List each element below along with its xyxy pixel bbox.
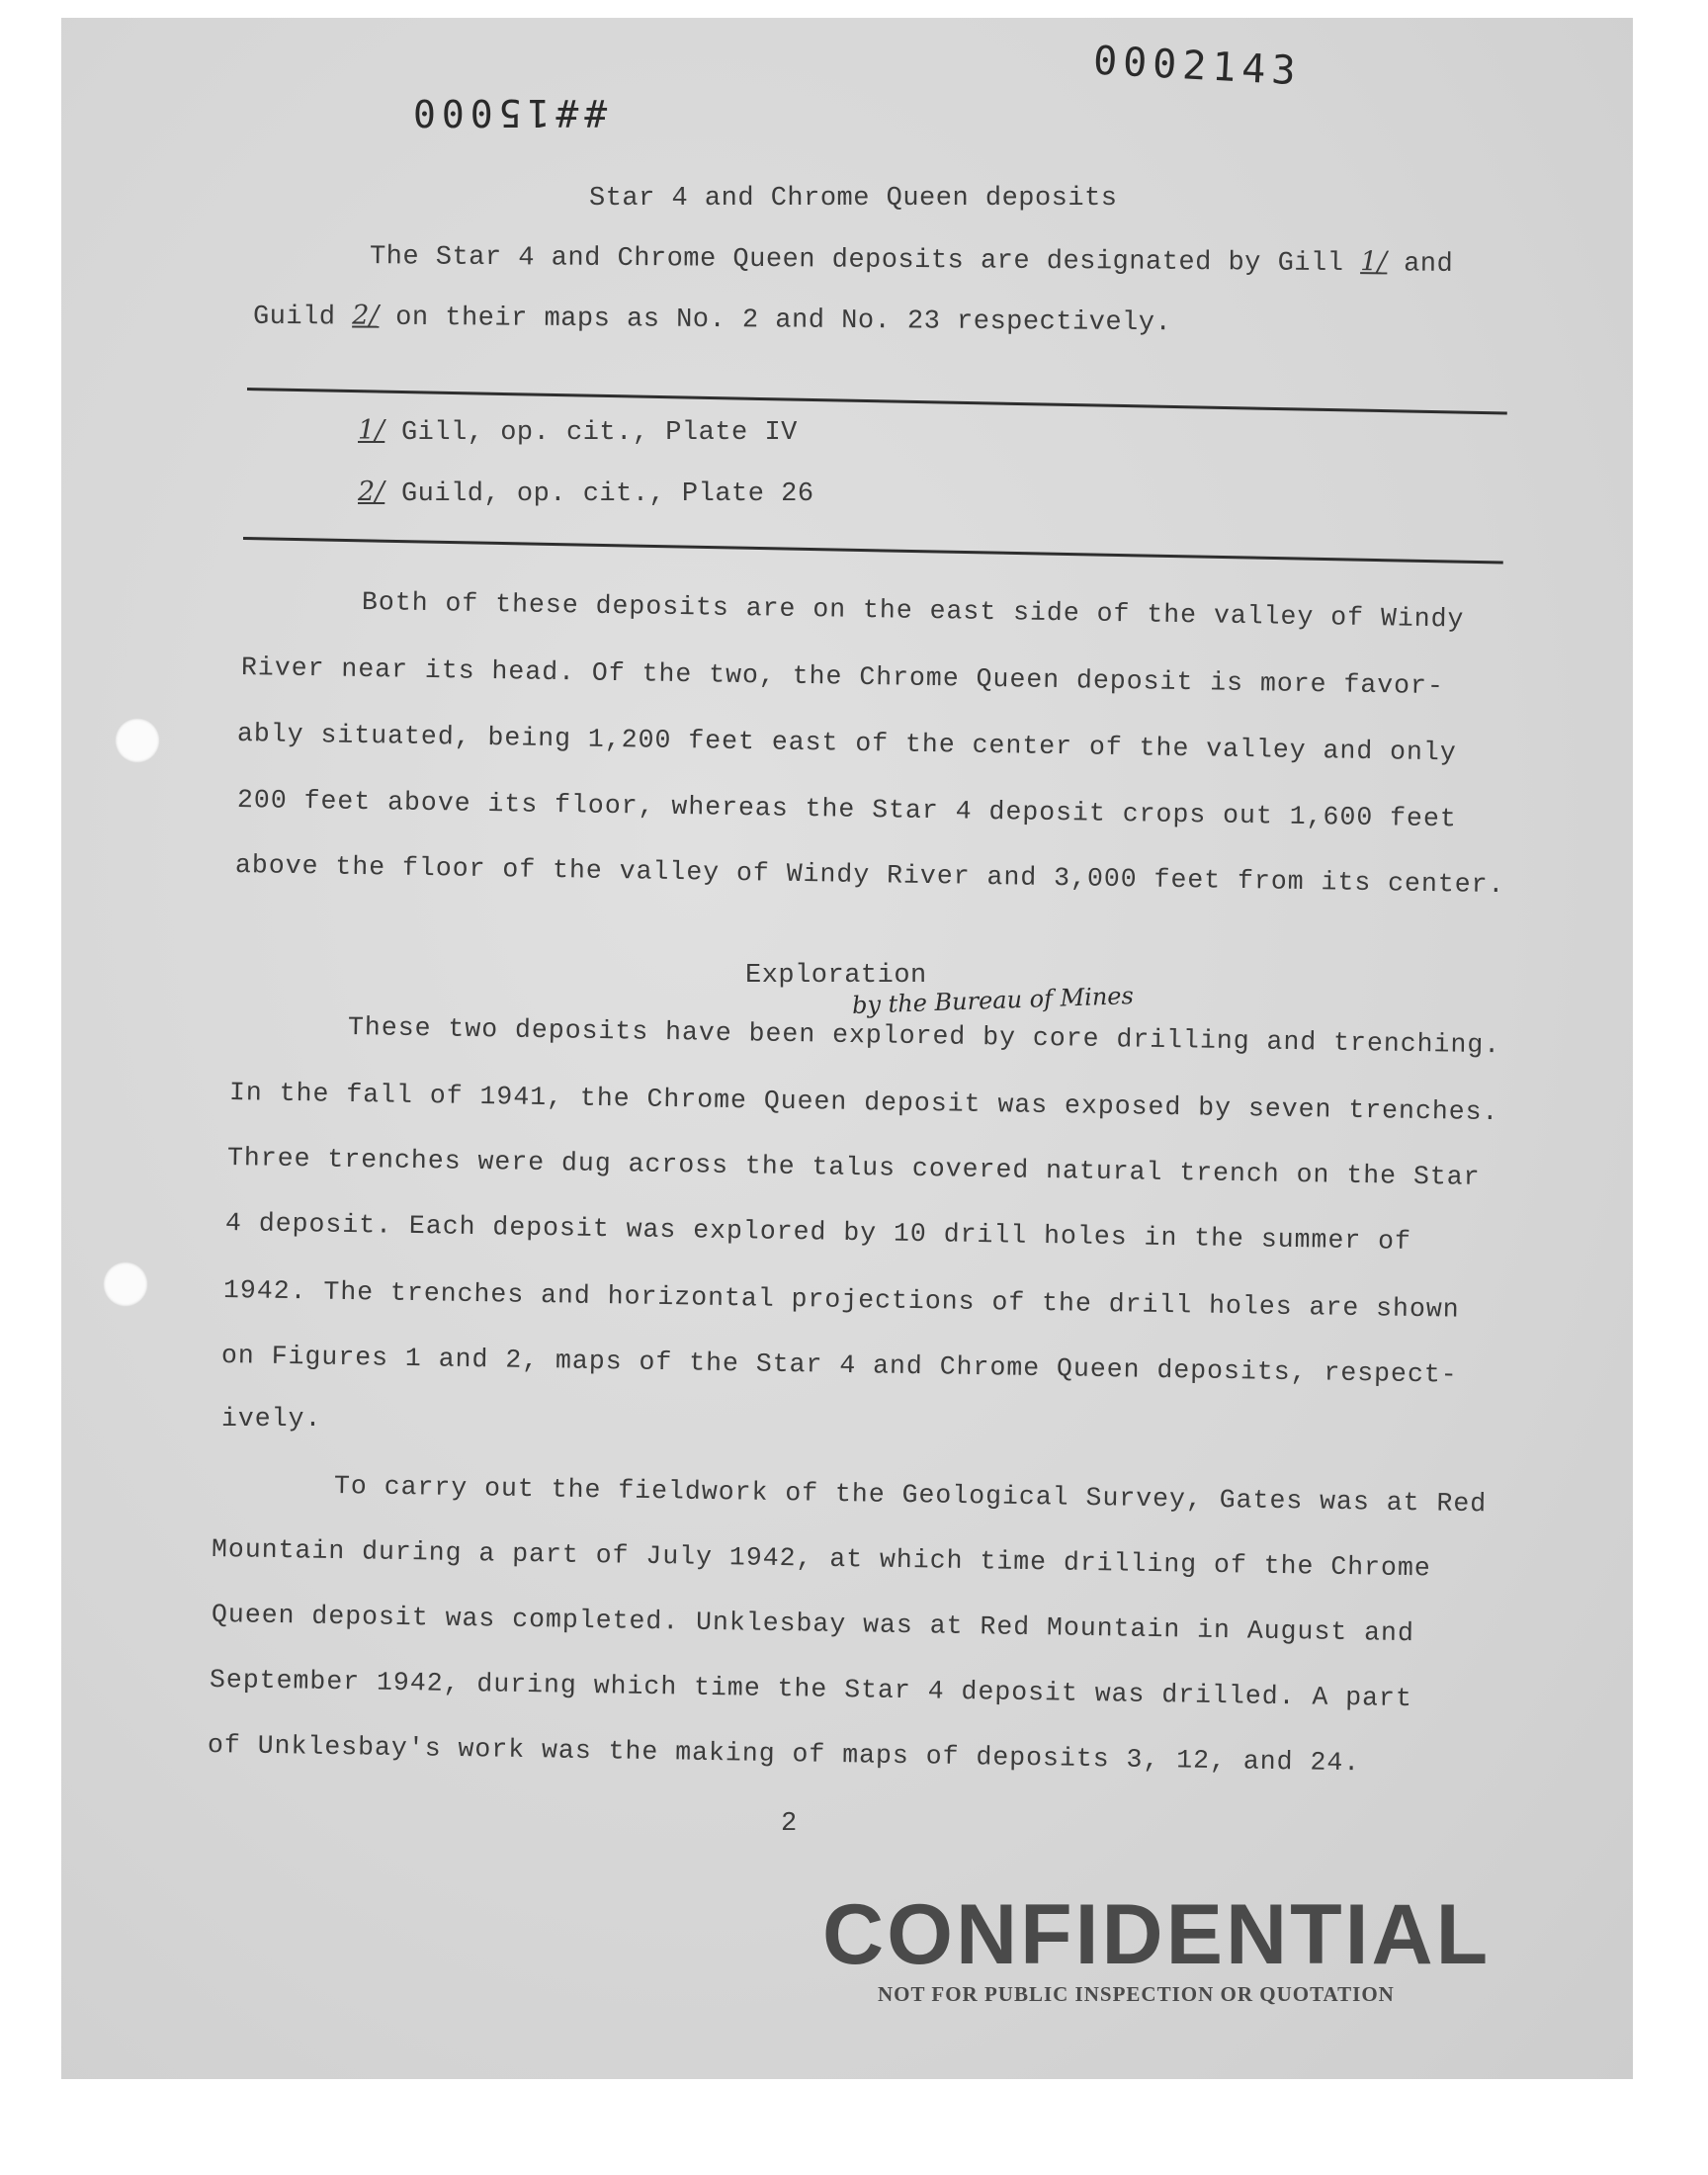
handwritten-insertion: by the Bureau of Mines <box>851 982 1135 1019</box>
punch-hole-bottom <box>103 1262 148 1307</box>
paragraph-1-line: 200 feet above its floor, whereas the Star 4 deposit crops out 1,600 feet <box>236 785 1457 834</box>
footnote-2-text: Guild, op. cit., Plate 26 <box>400 479 814 509</box>
confidential-stamp-subtitle: NOT FOR PUBLIC INSPECTION OR QUOTATION <box>878 1982 1395 2006</box>
footnote-2-mark: 2/ <box>358 477 385 507</box>
paragraph-1-line: River near its head. Of the two, the Chrome Queen deposit is more favor- <box>240 652 1445 702</box>
intro-line-2-text: Guild <box>252 302 336 333</box>
document-number-right: 0002143 <box>1091 38 1303 95</box>
punch-hole-top <box>115 718 160 763</box>
paragraph-2-line: Three trenches were dug across the talus covered natural trench on the Star <box>226 1143 1481 1192</box>
page-title: Star 4 and Chrome Queen deposits <box>589 184 1118 214</box>
footnote-ref-1: 1/ <box>1360 246 1388 278</box>
footnote-ref-2: 2/ <box>352 300 380 331</box>
footnote-2 <box>358 477 814 509</box>
section-heading-exploration: Exploration <box>745 961 927 991</box>
paragraph-3-line: To carry out the fieldwork of the Geological Survey, Gates was at Red <box>333 1471 1488 1520</box>
page-number: 2 <box>781 1809 798 1839</box>
footnote-1 <box>358 415 798 448</box>
scan-margin <box>0 2079 1708 2175</box>
paragraph-2-line: ively. <box>221 1404 322 1434</box>
footnote-1-mark: 1/ <box>358 415 385 446</box>
document-number-left: ##15000 <box>407 91 608 134</box>
paragraph-2-line: These two deposits have been explored by core drilling and trenching. <box>347 1012 1501 1061</box>
intro-line-1-text: The Star 4 and Chrome Queen deposits are designated by Gill <box>369 242 1344 280</box>
paragraph-3-line: of Unklesbay's work was the making of maps of deposits 3, 12, and 24. <box>207 1730 1361 1779</box>
intro-line-2 <box>253 300 1171 338</box>
paragraph-2-line: on Figures 1 and 2, maps of the Star 4 and Chrome Queen deposits, respect- <box>220 1341 1458 1390</box>
paragraph-3-line: September 1942, during which time the Star 4 deposit was drilled. A part <box>209 1665 1413 1714</box>
paragraph-1-line: above the floor of the valley of Windy River and 3,000 feet from its center. <box>234 850 1505 901</box>
intro-line-1-end: and <box>1404 249 1454 280</box>
footnote-1-text: Gill, op. cit., Plate IV <box>400 418 798 448</box>
paragraph-2-line: 1942. The trenches and horizontal projections of the drill holes are shown <box>222 1275 1460 1325</box>
paragraph-2-line: 4 deposit. Each deposit was explored by 10 drill holes in the summer of <box>224 1208 1412 1257</box>
paragraph-3-line: Mountain during a part of July 1942, at which time drilling of the Chrome <box>211 1534 1431 1584</box>
paragraph-1-line: ably situated, being 1,200 feet east of the center of the valley and only <box>236 719 1457 768</box>
confidential-stamp: CONFIDENTIAL <box>822 1887 1492 1982</box>
paragraph-3-line: Queen deposit was completed. Unklesbay was at Red Mountain in August and <box>211 1600 1415 1649</box>
intro-line-2-end: on their maps as No. 2 and No. 23 respectively. <box>395 303 1172 339</box>
paragraph-2-line: In the fall of 1941, the Chrome Queen deposit was exposed by seven trenches. <box>228 1078 1499 1128</box>
paragraph-1-line: Both of these deposits are on the east side of the valley of Windy <box>361 587 1465 635</box>
